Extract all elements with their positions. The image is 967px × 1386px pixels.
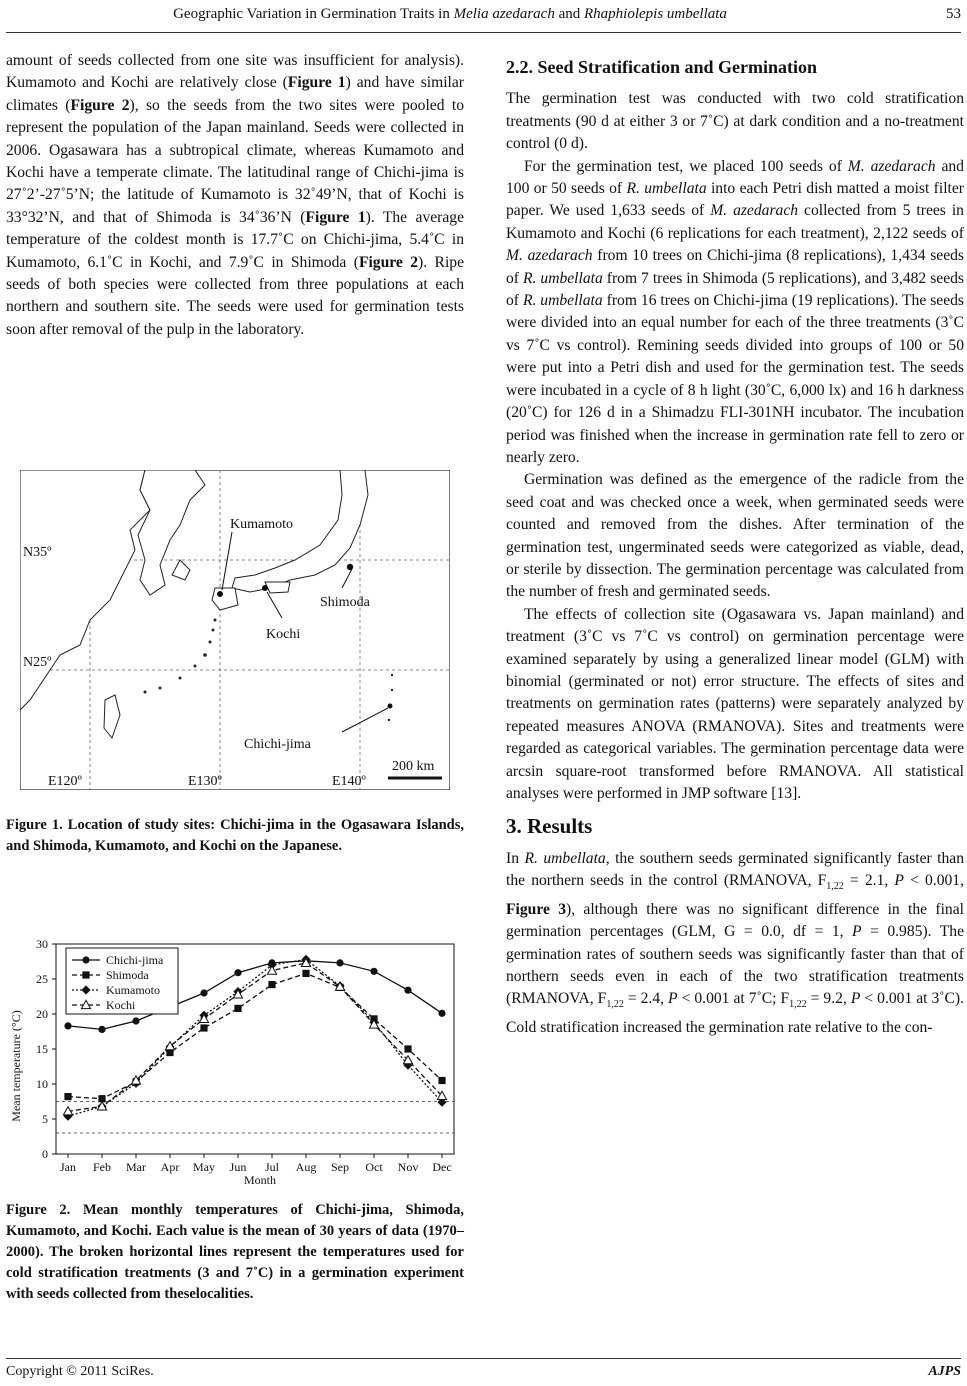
figure-ref[interactable]: Figure 2: [70, 96, 130, 114]
figure-1-map: [20, 470, 450, 790]
figure-ref[interactable]: Figure 1: [305, 208, 366, 226]
y-axis-label: Mean temperature (°C): [9, 1010, 23, 1122]
y-tick-label: 10: [36, 1077, 48, 1091]
y-tick-label: 5: [42, 1112, 48, 1126]
legend-marker: [82, 956, 89, 963]
data-point: [64, 1022, 71, 1029]
x-tick-label: Jan: [60, 1160, 76, 1174]
right-column: [506, 50, 964, 1039]
footer-rule: [6, 1358, 961, 1359]
label-e140: E140º: [332, 774, 366, 789]
page-number: 53: [946, 6, 961, 22]
data-point: [64, 1093, 71, 1100]
data-point: [302, 970, 309, 977]
y-tick-label: 25: [36, 972, 48, 986]
paragraph: For the germination test, we placed 100 seeds of M. azedarach and 100 or 50 seeds of R. umbellata into each Petri dish matted a moist filter paper. We used 1,633 seeds of M. azedarach collected from 5 trees in Kumamoto and Kochi (6 replications for each treatment), 2,122 seeds of M. azedarach from 10 trees on Chichi-jima (8 replications), 1,434 seeds of R. umbellata from 7 trees in Shimoda (5 replications), and 3,482 seeds of R. umbellata from 16 trees on Chichi-jima (19 replications). The seeds were divided into an equal number for each of the three treatments (3˚C vs 7˚C vs control). Remining seeds divided into groups of 100 or 50 were put into a Petri dish and used for the germination test. The seeds were incubated in a cycle of 8 h light (30˚C, 6,000 lx) and 16 h darkness (20˚C) for 126 d in a Shimadzu FLI-301NH incubator. The incubation period was finished when the increase in germination rate fell to zero or nearly zero.: [506, 157, 964, 466]
site-marker-kumamoto: [217, 591, 223, 597]
figure-ref[interactable]: Figure 2: [358, 253, 419, 271]
legend-label: Kumamoto: [106, 983, 160, 997]
data-point: [404, 987, 411, 994]
label-n35: N35º: [23, 545, 52, 560]
species-name: Melia azedarach: [453, 6, 555, 22]
label-scale: 200 km: [392, 759, 435, 774]
data-point: [200, 1024, 207, 1031]
x-tick-label: Mar: [126, 1160, 146, 1174]
left-column: [6, 50, 464, 341]
x-tick-label: Aug: [295, 1160, 317, 1174]
data-point: [268, 981, 275, 988]
data-point: [404, 1045, 411, 1052]
data-point: [370, 968, 377, 975]
page-header: [0, 0, 967, 36]
journal-name: AJPS: [928, 1364, 961, 1379]
data-point: [234, 969, 241, 976]
figure-1-caption: Figure 1. Location of study sites: Chichi-jima in the Ogasawara Islands, and Shimoda, Kumamoto, and Kochi on the Japanese.: [6, 817, 464, 854]
site-marker-kochi: [262, 585, 268, 591]
figure-ref[interactable]: Figure 1: [287, 74, 346, 92]
running-title-text: Geographic Variation in Germination Traits in: [173, 6, 454, 22]
chart-svg: [6, 936, 464, 1186]
paragraph: amount of seeds collected from one site was insufficient for analysis). Kumamoto and Kochi are relatively close (Figure 1) and have similar climates (Figure 2), so the seeds from the two sites were pooled to represent the population of the Japan mainland. Seeds were collected in 2006. Ogasawara has a subtropical climate, whereas Kumamoto and Kochi have a temperate climate. The latitudinal range of Chichi-jima is 27˚2’-27˚5’N; the latitude of Kumamoto is 32˚49’N, that of Kochi is 33°32’N, and that of Shimoda is 34˚36’N (Figure 1). The average temperature of the coldest month is 17.7˚C on Chichi-jima, 5.4˚C in Kumamoto, 6.1˚C in Kochi, and 7.9˚C in Shimoda (Figure 2). Ripe seeds of both species were collected from three populations at each northern and southern site. The seeds were used for germination tests soon after removal of the pulp in the laboratory.: [6, 52, 465, 338]
paragraph: Germination was defined as the emergence of the radicle from the seed coat and was checked once a week, when germinated seeds were counted and removed from the dishes. After termination of the germination test, ungerminated seeds were categorized as viable, dead, or sterile by dissection. The germination percentage was calculated from the number of fresh and germinated seeds.: [506, 471, 964, 601]
section-heading-2-2: 2.2. Seed Stratification and Germination: [506, 57, 817, 77]
data-point: [132, 1017, 139, 1024]
y-tick-label: 30: [36, 937, 48, 951]
label-kumamoto: Kumamoto: [230, 517, 293, 532]
y-tick-label: 0: [42, 1147, 48, 1161]
paragraph: The germination test was conducted with two cold stratification treatments (90 d at either 3 or 7˚C) at dark condition and a no-treatment control (0 d).: [506, 90, 964, 153]
x-tick-label: May: [193, 1160, 215, 1174]
chart-legend: [66, 948, 178, 1014]
running-title: [0, 6, 900, 23]
x-tick-label: Sep: [331, 1160, 349, 1174]
x-tick-label: Dec: [432, 1160, 452, 1174]
x-tick-label: Nov: [397, 1160, 419, 1174]
data-point: [234, 1005, 241, 1012]
data-point: [336, 959, 343, 966]
x-tick-label: Jun: [229, 1160, 247, 1174]
legend-label: Shimoda: [106, 968, 149, 982]
label-chichijima: Chichi-jima: [244, 737, 311, 752]
x-axis-label: Month: [243, 1173, 277, 1186]
legend-label: Kochi: [106, 998, 136, 1012]
figure-2-caption: Figure 2. Mean monthly temperatures of Chichi-jima, Shimoda, Kumamoto, and Kochi. Each value is the mean of 30 years of data (1970–2000). The broken horizontal lines represent the temperatures used for cold stratification treatments (3 and 7˚C) in a germination experiment with seeds collected from theselocalities.: [6, 1202, 464, 1302]
figure-2-chart: [6, 936, 464, 1186]
x-tick-label: Feb: [93, 1160, 111, 1174]
label-e130: E130º: [188, 774, 222, 789]
species-name: Rhaphiolepis umbellata: [584, 6, 727, 22]
data-point: [438, 1010, 445, 1017]
section-heading-3: 3. Results: [506, 814, 593, 839]
running-title-and: and: [554, 6, 585, 22]
label-e120: E120º: [48, 774, 82, 789]
header-rule: [6, 32, 961, 33]
reference-lines: [56, 1102, 454, 1134]
data-point: [200, 989, 207, 996]
legend-marker: [82, 971, 89, 978]
data-point: [438, 1077, 445, 1084]
label-shimoda: Shimoda: [320, 595, 370, 610]
paragraph: The effects of collection site (Ogasawara vs. Japan mainland) and treatment (3˚C vs 7˚C vs control) on germination percentage were examined separately by using a generalized linear model (GLM) with binomial (germinated or not) error structure. The effects of sites and treatments on germination rates (patterns) were separately analyzed by repeated measures ANOVA (RMANOVA). Sites and treatments were regarded as categorical variables. The germination percentage data were arcsin square-root transformed before RMANOVA. All statistical analyses were performed in JMP software [13].: [506, 605, 964, 802]
copyright: Copyright © 2011 SciRes.: [6, 1364, 154, 1379]
label-kochi: Kochi: [266, 627, 301, 642]
paragraph: In R. umbellata, the southern seeds germinated significantly faster than the northern seeds in the control (RMANOVA, $F_{1,22} = 2.1$, P < 0.001, Figure 3), although there was no significant difference in the final germination percentages (GLM, G = 0.0, df = 1, P = 0.985). The germination rates of southern seeds was significantly faster than that of northern seeds even in each of the two stratification treatments (RMANOVA, $F_{1,22} = 2.4$, P < 0.001 at 7˚C; $F_{1,22} = 9.2$, P < 0.001 at 3˚C). Cold stratification increased the germination rate relative to the con-: [506, 849, 964, 1036]
legend-label: Chichi-jima: [106, 953, 164, 967]
figure-ref[interactable]: Figure 3: [506, 900, 566, 918]
data-point: [98, 1026, 105, 1033]
x-tick-label: Oct: [365, 1160, 383, 1174]
x-tick-label: Jul: [264, 1160, 280, 1174]
site-marker-chichijima: [388, 704, 393, 709]
label-n25: N25º: [23, 655, 52, 670]
y-tick-label: 20: [36, 1007, 48, 1021]
x-tick-label: Apr: [160, 1160, 180, 1174]
map-svg: [20, 470, 450, 790]
y-tick-label: 15: [36, 1042, 48, 1056]
